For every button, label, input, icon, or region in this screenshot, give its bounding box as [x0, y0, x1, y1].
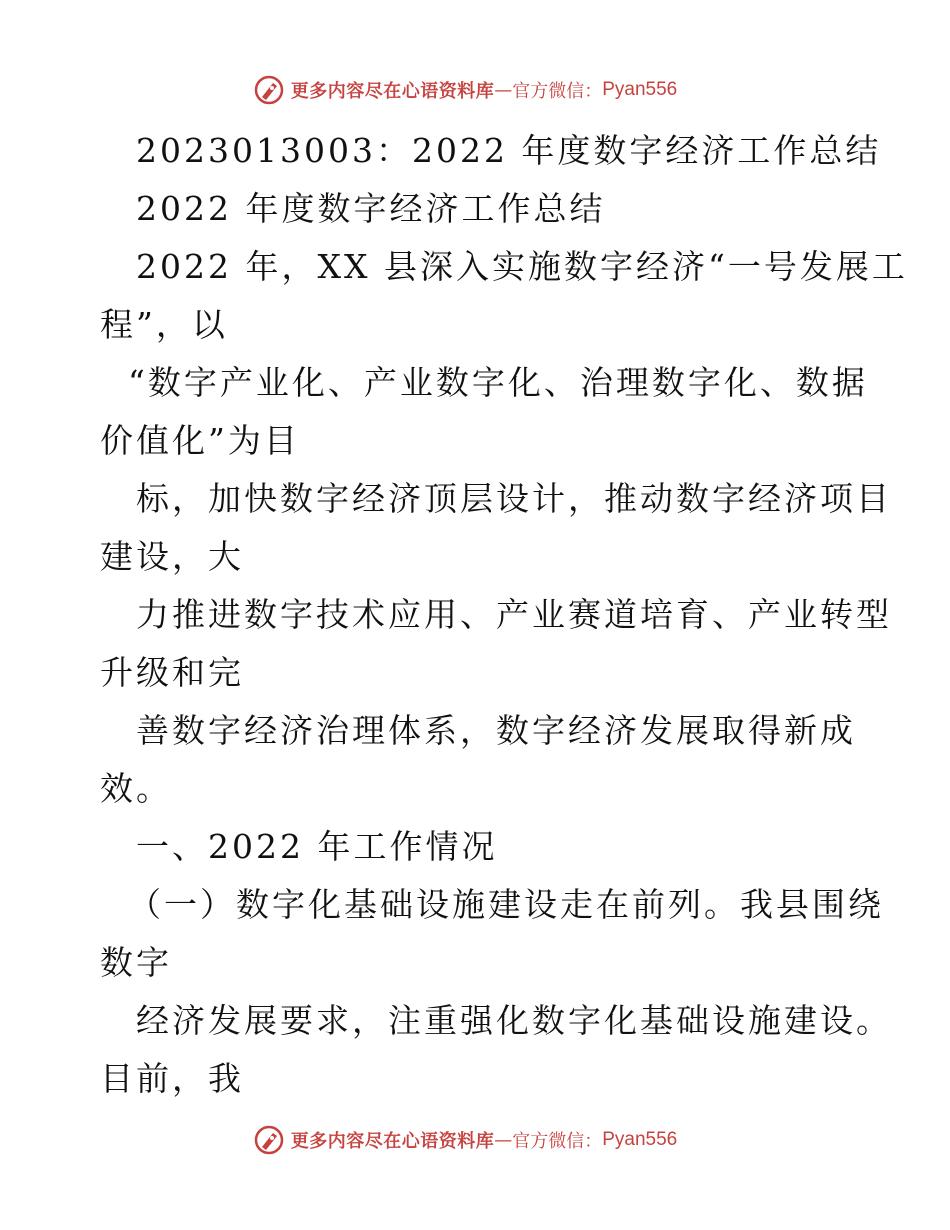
header-watermark [0, 70, 950, 110]
paragraph-line: 善数字经济治理体系，数字经济发展取得新成 [136, 711, 856, 750]
watermark-dash: — [494, 1129, 513, 1151]
paragraph-line: 升级和完 [100, 653, 244, 692]
document-subtitle-line: 2022 年度数字经济工作总结 [136, 189, 606, 228]
watermark-dash: — [494, 79, 513, 101]
paragraph-line: 建设，大 [100, 537, 244, 576]
paragraph-line: 效。 [100, 769, 172, 808]
paragraph-line: “数字产业化、产业数字化、治理数字化、数据 [128, 363, 868, 402]
paragraph-line: 价值化”为目 [100, 421, 300, 460]
watermark-wechat-id: Pyan556 [602, 1129, 678, 1150]
watermark-main-text: 更多内容尽在心语资料库 [290, 81, 495, 102]
section-heading: 一、2022 年工作情况 [136, 827, 498, 866]
watermark-wechat-label: 官方微信： [512, 81, 603, 102]
paragraph-line: 数字 [100, 943, 172, 982]
pen-nib-logo-icon [253, 74, 285, 106]
paragraph-line: 经济发展要求，注重强化数字化基础设施建设。 [136, 1001, 892, 1040]
paragraph-line: 标，加快数字经济顶层设计，推动数字经济项目 [136, 479, 892, 518]
document-body [100, 122, 908, 1108]
document-title-line: 2023013003：2022 年度数字经济工作总结 [136, 131, 882, 170]
subsection-heading-line: （一）数字化基础设施建设走在前列。我县围绕 [128, 885, 884, 924]
paragraph-line: 2022 年，XX 县深入实施数字经济“一号发展工 [136, 247, 908, 286]
paragraph-line: 目前，我 [100, 1059, 244, 1098]
paragraph-line: 力推进数字技术应用、产业赛道培育、产业转型 [136, 595, 892, 634]
pen-nib-logo-icon [253, 1124, 285, 1156]
footer-watermark [0, 1120, 950, 1160]
watermark-wechat-label: 官方微信： [512, 1131, 603, 1152]
watermark-wechat-id: Pyan556 [602, 79, 678, 100]
watermark-main-text: 更多内容尽在心语资料库 [290, 1131, 495, 1152]
paragraph-line: 程”，以 [100, 305, 228, 344]
